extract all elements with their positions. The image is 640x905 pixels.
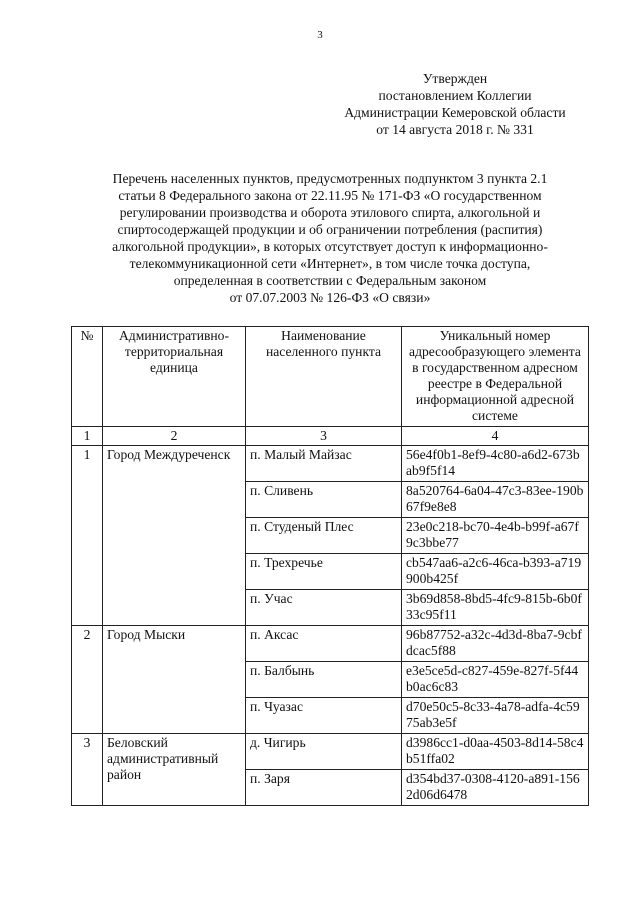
settlement-name: п. Заря (246, 770, 402, 806)
column-number-row (72, 427, 589, 446)
table-row (72, 446, 589, 482)
address-code: d354bd37-0308-4120-a891-1562d06d6478 (402, 770, 589, 806)
title-line: статьи 8 Федерального закона от 22.11.95 № 171-ФЗ «О государственном (118, 188, 542, 203)
address-code: 8a520764-6a04-47c3-83ee-190b67f9e8e8 (402, 482, 589, 518)
row-number: 2 (72, 626, 103, 734)
address-code: 56e4f0b1-8ef9-4c80-a6d2-673bab9f5f14 (402, 446, 589, 482)
column-number: 3 (246, 427, 402, 446)
table-header-row (72, 327, 589, 427)
column-number: 1 (72, 427, 103, 446)
title-line: телекоммуникационной сети «Интернет», в том числе точка доступа, (129, 256, 531, 271)
address-code: 96b87752-a32c-4d3d-8ba7-9cbfdcac5f88 (402, 626, 589, 662)
title-line: Перечень населенных пунктов, предусмотренных подпунктом 3 пункта 2.1 (112, 171, 548, 186)
header-unit: Административно-территориальная единица (103, 327, 246, 427)
approval-line: Администрации Кемеровской области (344, 105, 566, 120)
settlement-name: п. Сливень (246, 482, 402, 518)
title-line: регулировании производства и оборота этилового спирта, алкогольной и (119, 205, 541, 220)
admin-unit: Беловский административный район (103, 734, 246, 806)
header-num: № (72, 327, 103, 427)
admin-unit: Город Междуреченск (103, 446, 246, 626)
document-title (70, 170, 590, 306)
table-row (72, 734, 589, 770)
settlement-name: п. Студеный Плес (246, 518, 402, 554)
settlement-name: п. Балбынь (246, 662, 402, 698)
title-line: алкогольной продукции», в которых отсутствует доступ к информационно- (112, 239, 548, 254)
address-code: d3986cc1-d0aa-4503-8d14-58c4b51ffa02 (402, 734, 589, 770)
settlement-name: п. Трехречье (246, 554, 402, 590)
column-number: 2 (103, 427, 246, 446)
address-code: 3b69d858-8bd5-4fc9-815b-6b0f33c95f11 (402, 590, 589, 626)
title-line: определенная в соответствии с Федеральным законом (173, 273, 487, 288)
page-number: 3 (317, 29, 323, 41)
approval-line: Утвержден (422, 71, 488, 86)
row-number: 1 (72, 446, 103, 626)
title-line: от 07.07.2003 № 126-ФЗ «О связи» (229, 290, 431, 305)
settlement-name: д. Чигирь (246, 734, 402, 770)
settlements-table (71, 326, 589, 806)
approval-line: постановлением Коллегии (378, 88, 532, 103)
admin-unit: Город Мыски (103, 626, 246, 734)
address-code: d70e50c5-8c33-4a78-adfa-4c5975ab3e5f (402, 698, 589, 734)
settlement-name: п. Аксас (246, 626, 402, 662)
settlement-name: п. Чуазас (246, 698, 402, 734)
row-number: 3 (72, 734, 103, 806)
header-code: Уникальный номер адресообразующего элемента в государственном адресном реестре в Федеральной информационной адресной системе (402, 327, 589, 427)
table-row (72, 626, 589, 662)
title-line: спиртосодержащей продукции и об ограничении потребления (распития) (117, 222, 543, 237)
address-code: cb547aa6-a2c6-46ca-b393-a719900b425f (402, 554, 589, 590)
settlement-name: п. Учас (246, 590, 402, 626)
address-code: 23e0c218-bc70-4e4b-b99f-a67f9c3bbe77 (402, 518, 589, 554)
header-settlement: Наименование населенного пункта (246, 327, 402, 427)
column-number: 4 (402, 427, 589, 446)
settlement-name: п. Малый Майзас (246, 446, 402, 482)
approval-block (300, 70, 610, 138)
address-code: e3e5ce5d-c827-459e-827f-5f44b0ac6c83 (402, 662, 589, 698)
approval-line: от 14 августа 2018 г. № 331 (376, 122, 534, 137)
